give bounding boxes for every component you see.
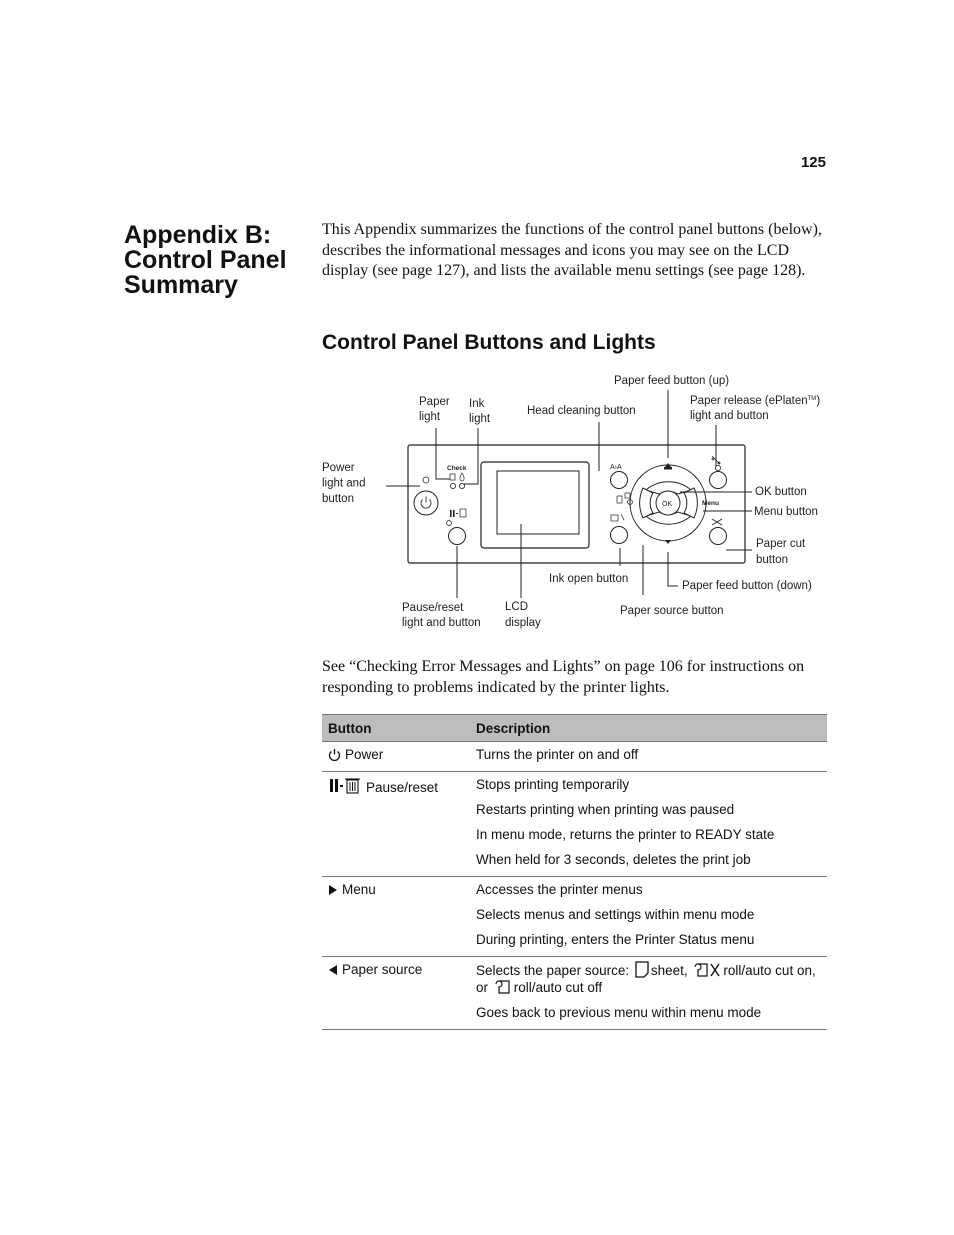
- section-heading: Control Panel Buttons and Lights: [322, 331, 656, 354]
- table-row: [322, 772, 827, 877]
- appendix-title-line: Appendix B:: [124, 221, 272, 249]
- pause-reset-label: Pause/reset light and button: [402, 602, 481, 629]
- roll-auto-cut-off-label: roll/auto cut off: [513, 980, 603, 995]
- ink-open-button[interactable]: [611, 527, 628, 544]
- appendix-title-line: Summary: [124, 271, 238, 299]
- description-line: In menu mode, returns the printer to READY state: [476, 827, 775, 842]
- table-row: [322, 877, 827, 957]
- pause-reset-button[interactable]: [449, 528, 466, 545]
- control-panel-diagram: [300, 368, 840, 638]
- power-label: Power light and button: [322, 462, 366, 505]
- head-cleaning-label: Head cleaning button: [527, 405, 636, 417]
- button-name: Menu: [342, 882, 376, 897]
- left-triangle-icon: [328, 964, 338, 976]
- description-line: When held for 3 seconds, deletes the print job: [476, 852, 751, 867]
- button-name: Paper source: [342, 962, 423, 977]
- head-cleaning-button[interactable]: [611, 472, 628, 489]
- description-line: Restarts printing when printing was paused: [476, 802, 735, 817]
- svg-text:A›A: A›A: [610, 464, 622, 471]
- paper-feed-up-label: Paper feed button (up): [614, 375, 730, 387]
- roll-auto-cut-on-label: roll/auto cut on, or: [476, 963, 816, 995]
- column-header-description: Description: [470, 715, 827, 742]
- description-line: Selects menus and settings within menu mode: [476, 907, 755, 922]
- ink-open-label: Ink open button: [549, 573, 629, 585]
- head-cleaning-icon: [610, 464, 622, 471]
- paper-light-label: Paper light: [419, 396, 450, 423]
- roll-auto-cut-off-icon: [494, 979, 512, 995]
- paper-cut-label: Paper cut button: [756, 538, 806, 566]
- button-table: [322, 714, 827, 1030]
- power-icon: [328, 748, 341, 761]
- button-name: Pause/reset: [366, 780, 439, 795]
- ok-button-label: OK button: [755, 486, 807, 498]
- page-number: 125: [800, 154, 826, 171]
- ok-label: OK: [662, 501, 673, 508]
- table-row: [322, 742, 827, 772]
- button-cell: [322, 772, 470, 877]
- paper-release-label: Paper release (ePlaten™) light and button: [690, 395, 821, 422]
- ink-light-label: Ink light: [469, 398, 491, 425]
- description-cell: [470, 877, 827, 957]
- power-button[interactable]: [414, 491, 438, 515]
- right-triangle-icon: [328, 884, 338, 896]
- paper-source-label: Paper source button: [620, 605, 724, 617]
- button-cell: [322, 877, 470, 957]
- description-line: During printing, enters the Printer Status menu: [476, 932, 755, 947]
- paper-release-button[interactable]: [710, 472, 727, 489]
- description-line: Stops printing temporarily: [476, 777, 630, 792]
- sheet-icon: [635, 961, 649, 978]
- description-line: Accesses the printer menus: [476, 882, 643, 897]
- description-cell: [470, 742, 827, 772]
- check-label: Check: [447, 465, 467, 472]
- paper-cut-button[interactable]: [710, 528, 727, 545]
- button-cell: [322, 742, 470, 772]
- description-cell: [470, 772, 827, 877]
- table-row: [322, 957, 827, 1030]
- appendix-title-line: Control Panel: [124, 246, 287, 274]
- lcd-screen: [497, 471, 579, 534]
- button-cell: [322, 957, 470, 1030]
- lcd-display-label: LCD display: [505, 601, 541, 629]
- column-header-button: Button: [322, 715, 470, 742]
- description-line: [476, 961, 821, 996]
- table-header-row: [322, 715, 827, 742]
- feed-up-bar: [664, 467, 672, 470]
- roll-auto-cut-on-icon: [693, 962, 721, 978]
- pause-reset-icon: [328, 776, 362, 794]
- paper-feed-down-label: Paper feed button (down): [682, 580, 812, 592]
- description-line: Turns the printer on and off: [476, 747, 639, 762]
- button-name: Power: [345, 747, 384, 762]
- paper-source-prefix: Selects the paper source:: [476, 963, 630, 978]
- appendix-title: [124, 223, 314, 298]
- menu-button-label: Menu button: [754, 506, 818, 518]
- description-line: Goes back to previous menu within menu mode: [476, 1005, 762, 1020]
- menu-panel-label: Menu: [702, 500, 719, 507]
- sheet-label: sheet,: [650, 963, 688, 978]
- description-cell: [470, 957, 827, 1030]
- intro-paragraph: This Appendix summarizes the functions of the control panel buttons (below), describes the informational messages and icons you may see on the LCD display (see page 127), and lists the available menu settings (see page 128).: [322, 221, 822, 279]
- see-paragraph: See “Checking Error Messages and Lights” on page 106 for instructions on responding to problems indicated by the printer lights.: [322, 658, 805, 696]
